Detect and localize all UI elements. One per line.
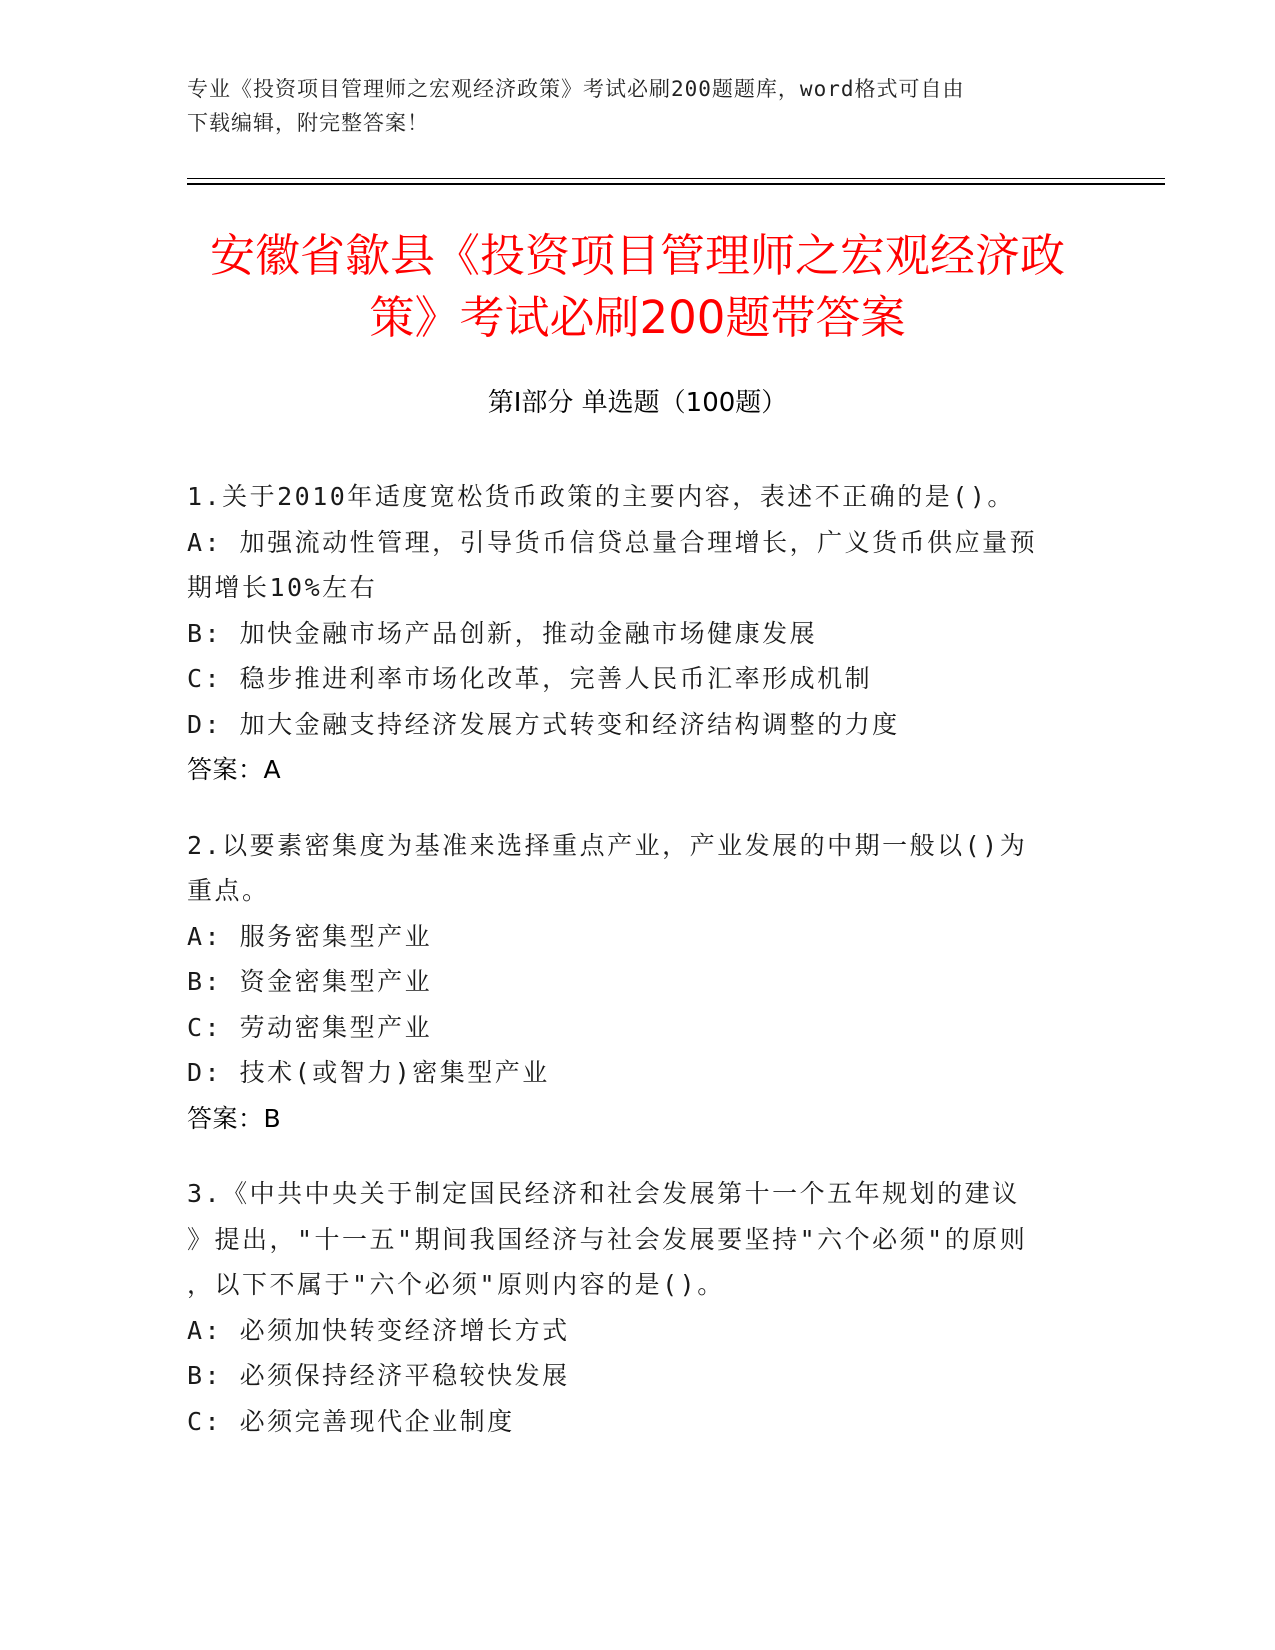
answer-option: B: 必须保持经济平稳较快发展 — [187, 1361, 570, 1390]
question-item — [187, 474, 1087, 793]
answer-option: B: 加快金融市场产品创新，推动金融市场健康发展 — [187, 618, 818, 648]
answer-option: A: 加强流动性管理，引导货币信贷总量合理增长，广义货币供应量预 — [187, 527, 1038, 557]
document-title-line: 策》考试必刷200题带答案 — [369, 291, 906, 344]
question-stem: 3.《中共中央关于制定国民经济和社会发展第十一个五年规划的建议 — [187, 1179, 1020, 1208]
answer-option: A: 服务密集型产业 — [187, 921, 433, 951]
header-note — [187, 72, 1087, 140]
answer-option: A: 必须加快转变经济增长方式 — [187, 1315, 570, 1345]
question-stem: 》提出，"十一五"期间我国经济与社会发展要坚持"六个必须"的原则 — [187, 1224, 1028, 1254]
section-heading: 第Ⅰ部分 单选题（100题） — [487, 388, 788, 418]
question-item — [187, 823, 1087, 1142]
answer-option: D: 加大金融支持经济发展方式转变和经济结构调整的力度 — [187, 709, 900, 739]
answer-option: D: 技术(或智力)密集型产业 — [187, 1058, 550, 1087]
header-note-line: 专业《投资项目管理师之宏观经济政策》考试必刷200题题库，word格式可自由 — [187, 77, 965, 101]
document-title-line: 安徽省歙县《投资项目管理师之宏观经济政 — [209, 229, 1065, 282]
question-stem: 2.以要素密集度为基准来选择重点产业，产业发展的中期一般以()为 — [187, 830, 1028, 860]
answer-option: C: 劳动密集型产业 — [187, 1012, 433, 1042]
document-title — [150, 225, 1125, 349]
answer-option: C: 必须完善现代企业制度 — [187, 1406, 515, 1436]
answer-option: B: 资金密集型产业 — [187, 967, 433, 996]
question-stem: ，以下不属于"六个必须"原则内容的是()。 — [187, 1270, 725, 1299]
correct-answer: 答案：B — [187, 1103, 282, 1133]
question-list — [187, 474, 1087, 1474]
answer-option: C: 稳步推进利率市场化改革，完善人民币汇率形成机制 — [187, 664, 873, 693]
correct-answer: 答案：A — [187, 755, 282, 784]
header-rule-thick — [187, 183, 1165, 185]
question-item — [187, 1171, 1087, 1444]
answer-option: 期增长10%左右 — [187, 573, 378, 602]
header-note-line: 下载编辑，附完整答案！ — [187, 111, 429, 135]
question-stem: 重点。 — [187, 876, 270, 905]
header-rule-thin — [187, 178, 1165, 179]
question-stem: 1.关于2010年适度宽松货币政策的主要内容，表述不正确的是()。 — [187, 482, 1015, 511]
